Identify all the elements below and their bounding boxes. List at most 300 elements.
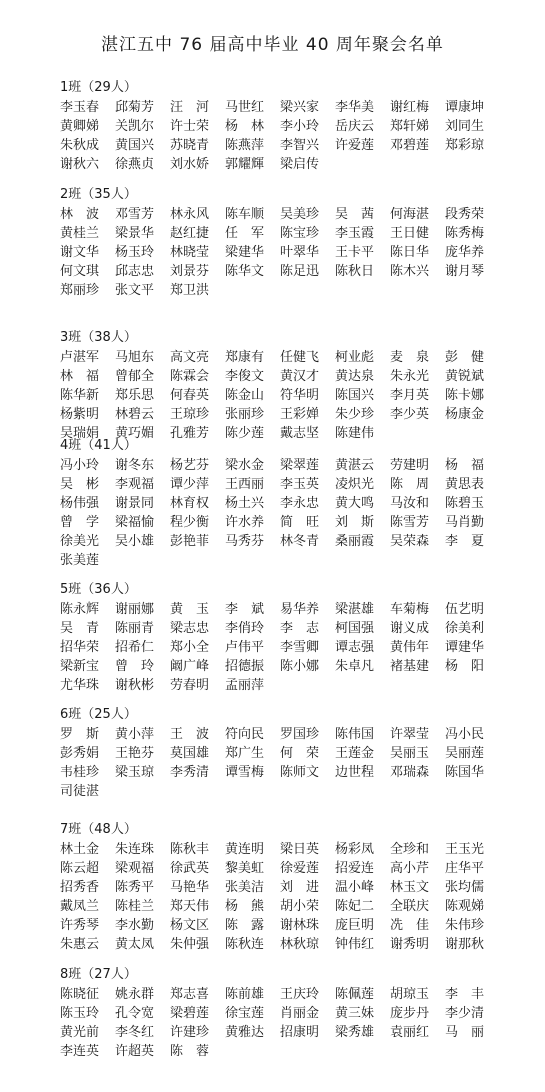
student-name: 凌炽光 [335,477,375,492]
student-name: 曾 学 [60,515,100,530]
student-name: 黄桂兰 [60,226,100,241]
student-name: 李 志 [280,621,320,636]
student-name: 袁丽红 [390,1025,430,1040]
name-grid [60,600,500,695]
student-name: 梁水金 [225,458,265,473]
student-name: 徐美利 [445,621,485,636]
student-name: 招希仁 [115,640,155,655]
student-name: 赵红捷 [170,226,210,241]
student-name: 陈霖会 [170,369,210,384]
student-name: 褚基建 [390,659,430,674]
student-name: 陈宝珍 [280,226,320,241]
student-name: 李连英 [60,1044,100,1059]
student-name: 梁兴家 [280,100,320,115]
student-name: 任 军 [225,226,265,241]
student-name: 麦 泉 [390,350,430,365]
student-name: 黄伟年 [390,640,430,655]
student-name: 戴凤兰 [60,899,100,914]
student-name: 杨 熊 [225,899,265,914]
student-name: 黄达泉 [335,369,375,384]
student-name: 刘 进 [280,880,320,895]
student-name: 招华荣 [60,640,100,655]
student-name: 马秀芬 [225,534,265,549]
student-name: 黄巧媚 [115,426,155,441]
student-name: 黄太凤 [115,937,155,952]
student-name: 谭康坤 [445,100,485,115]
student-name: 高文亮 [170,350,210,365]
student-name: 庞步丹 [390,1006,430,1021]
student-name: 王彩婵 [280,407,320,422]
student-name: 阚广峰 [170,659,210,674]
student-name: 叶翠华 [280,245,320,260]
student-name: 郑康有 [225,350,265,365]
student-name: 李月英 [390,388,430,403]
student-name: 郑丽珍 [60,283,100,298]
student-name: 伍艺明 [445,602,485,617]
class-header: 4班（41人） [60,438,137,453]
student-name: 朱连珠 [115,842,155,857]
name-grid [60,725,500,801]
student-name: 苏晓青 [170,138,210,153]
student-name: 岳庆云 [335,119,375,134]
student-name: 郑志喜 [170,987,210,1002]
student-name: 谢秀明 [390,937,430,952]
student-name: 许超英 [115,1044,155,1059]
student-name: 冯小玲 [60,458,100,473]
student-name: 陈 周 [390,477,430,492]
student-name: 李永忠 [280,496,320,511]
student-name: 全珍和 [390,842,430,857]
student-name: 徐武英 [170,861,210,876]
student-name: 陈妃二 [335,899,375,914]
student-name: 李智兴 [280,138,320,153]
student-name: 梁新宝 [60,659,100,674]
name-grid [60,985,500,1061]
student-name: 马世红 [225,100,265,115]
student-name: 杨紫明 [60,407,100,422]
student-name: 许秀琴 [60,918,100,933]
student-name: 郑广生 [225,746,265,761]
student-name: 黄锐斌 [445,369,485,384]
student-name: 梁翠莲 [280,458,320,473]
student-name: 姚永群 [115,987,155,1002]
student-name: 谢月琴 [445,264,485,279]
student-name: 陈师文 [280,765,320,780]
student-name: 卢湛军 [60,350,100,365]
student-name: 黄三妹 [335,1006,375,1021]
student-name: 陈华新 [60,388,100,403]
student-name: 任健飞 [280,350,320,365]
student-name: 招康明 [280,1025,320,1040]
class-section [60,705,500,801]
class-section [60,328,500,443]
student-name: 张均儒 [445,880,485,895]
student-name: 李观福 [115,477,155,492]
student-name: 林育权 [170,496,210,511]
student-name: 吴丽玉 [390,746,430,761]
student-name: 彭艳菲 [170,534,210,549]
student-name: 王 波 [170,727,210,742]
student-name: 陈秀平 [115,880,155,895]
student-name: 陈秀梅 [445,226,485,241]
student-name: 冼 佳 [390,918,430,933]
student-name: 王庆玲 [280,987,320,1002]
student-name: 朱惠云 [60,937,100,952]
student-name: 陈华文 [225,264,265,279]
student-name: 陈燕萍 [225,138,265,153]
student-name: 陈 露 [225,918,265,933]
student-name: 李华美 [335,100,375,115]
class-header: 3班（38人） [60,330,137,345]
student-name: 陈观娣 [445,899,485,914]
student-name: 梁启传 [280,157,320,172]
student-name: 韦桂珍 [60,765,100,780]
student-name: 谢文华 [60,245,100,260]
name-grid [60,456,500,570]
student-name: 王日健 [390,226,430,241]
student-name: 谭志强 [335,640,375,655]
student-name: 谢义成 [390,621,430,636]
student-name: 杨土兴 [225,496,265,511]
student-name: 杨文区 [170,918,210,933]
student-name: 刘同生 [445,119,485,134]
student-name: 谢丽娜 [115,602,155,617]
student-name: 陈伟国 [335,727,375,742]
class-section [60,580,500,695]
student-name: 李俏玲 [225,621,265,636]
page-title: 湛江五中 76 届高中毕业 40 周年聚会名单 [101,35,444,55]
student-name: 陈佩莲 [335,987,375,1002]
student-name: 关凯尔 [115,119,155,134]
student-name: 许士荣 [170,119,210,134]
student-name: 李 斌 [225,602,265,617]
student-name: 陈云超 [60,861,100,876]
student-name: 汪 河 [170,100,210,115]
student-name: 边世程 [335,765,375,780]
student-name: 马汝和 [390,496,430,511]
student-name: 罗国珍 [280,727,320,742]
student-name: 杨彩凤 [335,842,375,857]
student-name: 黄光前 [60,1025,100,1040]
student-name: 黄雅达 [225,1025,265,1040]
student-name: 林玉文 [390,880,430,895]
student-name: 彭 健 [445,350,485,365]
student-name: 劳建明 [390,458,430,473]
student-name: 梁福愉 [115,515,155,530]
student-name: 林秋琼 [280,937,320,952]
student-name: 黄连明 [225,842,265,857]
student-name: 庞华养 [445,245,485,260]
student-name: 邓瑞森 [390,765,430,780]
student-name: 徐爱莲 [280,861,320,876]
student-name: 段秀荣 [445,207,485,222]
student-name: 王西丽 [225,477,265,492]
student-name: 温小峰 [335,880,375,895]
class-header: 2班（35人） [60,187,137,202]
student-name: 吴 彬 [60,477,100,492]
student-name: 徐燕贞 [115,157,155,172]
student-name: 吴荣森 [390,534,430,549]
student-name: 司徒湛 [60,784,100,799]
student-name: 张美莲 [60,553,100,568]
student-name: 庞巨明 [335,918,375,933]
student-name: 马旭东 [115,350,155,365]
student-name: 黄湛云 [335,458,375,473]
student-name: 张丽珍 [225,407,265,422]
class-header: 1班（29人） [60,80,137,95]
student-name: 李秀清 [170,765,210,780]
name-grid [60,205,500,300]
student-name: 胡琼玉 [390,987,430,1002]
student-name: 谭建华 [445,640,485,655]
student-name: 肖丽金 [280,1006,320,1021]
student-name: 李冬红 [115,1025,155,1040]
student-name: 陈秋丰 [170,842,210,857]
student-name: 陈丽青 [115,621,155,636]
student-name: 杨 林 [225,119,265,134]
student-name: 朱仲强 [170,937,210,952]
student-name: 陈国华 [445,765,485,780]
student-name: 陈日华 [390,245,430,260]
student-name: 陈玉玲 [60,1006,100,1021]
student-name: 陈前雄 [225,987,265,1002]
student-name: 陈桂兰 [115,899,155,914]
student-name: 符华明 [280,388,320,403]
student-name: 陈雪芳 [390,515,430,530]
name-grid [60,348,500,443]
student-name: 陈足迅 [280,264,320,279]
student-name: 桑丽霞 [335,534,375,549]
student-name: 谢景同 [115,496,155,511]
student-name: 王琼珍 [170,407,210,422]
student-name: 冯小民 [445,727,485,742]
student-name: 林 福 [60,369,100,384]
student-name: 车菊梅 [390,602,430,617]
student-name: 陈小娜 [280,659,320,674]
student-name: 柯业彪 [335,350,375,365]
class-header: 6班（25人） [60,707,137,722]
student-name: 黄汉才 [280,369,320,384]
student-name: 谭少萍 [170,477,210,492]
student-name: 梁景华 [115,226,155,241]
student-name: 罗 斯 [60,727,100,742]
student-name: 刘水娇 [170,157,210,172]
student-name: 戴志坚 [280,426,320,441]
student-name: 马艳华 [170,880,210,895]
student-name: 黄国兴 [115,138,155,153]
student-name: 杨 福 [445,458,485,473]
student-name: 孔雅芳 [170,426,210,441]
student-name: 李玉英 [280,477,320,492]
student-name: 尤华珠 [60,678,100,693]
student-name: 陈金山 [225,388,265,403]
student-name: 陈木兴 [390,264,430,279]
student-name: 许建珍 [170,1025,210,1040]
student-name: 何春英 [170,388,210,403]
student-name: 招爱连 [335,861,375,876]
student-name: 林冬青 [280,534,320,549]
student-name: 李 夏 [445,534,485,549]
student-name: 林碧云 [115,407,155,422]
student-name: 陈少莲 [225,426,265,441]
student-name: 黄思表 [445,477,485,492]
student-name: 林土金 [60,842,100,857]
student-name: 简 旺 [280,515,320,530]
class-header: 5班（36人） [60,582,137,597]
student-name: 陈 蓉 [170,1044,210,1059]
student-name: 李俊文 [225,369,265,384]
student-name: 朱伟珍 [445,918,485,933]
student-name: 梁碧莲 [170,1006,210,1021]
student-name: 李雪卿 [280,640,320,655]
student-name: 林 波 [60,207,100,222]
student-name: 陈国兴 [335,388,375,403]
student-name: 郭耀輝 [225,157,265,172]
student-name: 招秀香 [60,880,100,895]
student-name: 易华养 [280,602,320,617]
class-section [60,185,500,300]
student-name: 王莲金 [335,746,375,761]
student-name: 谢秋彬 [115,678,155,693]
student-name: 梁建华 [225,245,265,260]
student-name: 梁观福 [115,861,155,876]
class-section [60,965,500,1061]
student-name: 胡小荣 [280,899,320,914]
student-name: 徐美光 [60,534,100,549]
student-name: 黄大鸣 [335,496,375,511]
student-name: 郑卫洪 [170,283,210,298]
student-name: 吴小雄 [115,534,155,549]
student-name: 吴 茜 [335,207,375,222]
student-name: 梁志忠 [170,621,210,636]
student-name: 吴瑞娟 [60,426,100,441]
student-name: 招德振 [225,659,265,674]
student-name: 许爱莲 [335,138,375,153]
student-name: 陈建伟 [335,426,375,441]
student-name: 马肖勤 [445,515,485,530]
student-name: 陈车顺 [225,207,265,222]
student-name: 谢那秋 [445,937,485,952]
student-name: 陈永辉 [60,602,100,617]
student-name: 黄小萍 [115,727,155,742]
student-name: 陈晓征 [60,987,100,1002]
class-header: 8班（27人） [60,967,137,982]
student-name: 杨 阳 [445,659,485,674]
student-name: 李玉春 [60,100,100,115]
name-grid [60,98,500,174]
student-name: 钟伟红 [335,937,375,952]
student-name: 黄卿娣 [60,119,100,134]
student-name: 曾 玲 [115,659,155,674]
student-name: 何 荣 [280,746,320,761]
student-name: 彭秀娟 [60,746,100,761]
student-name: 谢冬东 [115,458,155,473]
student-name: 刘景芬 [170,264,210,279]
student-name: 何文琪 [60,264,100,279]
student-name: 吴 青 [60,621,100,636]
student-name: 林永风 [170,207,210,222]
student-name: 劳春明 [170,678,210,693]
student-name: 孟丽萍 [225,678,265,693]
student-name: 陈卡娜 [445,388,485,403]
student-name: 邱菊芳 [115,100,155,115]
student-name: 郑小全 [170,640,210,655]
student-name: 谢林珠 [280,918,320,933]
student-name: 谭雪梅 [225,765,265,780]
student-name: 马 丽 [445,1025,485,1040]
student-name: 刘 斯 [335,515,375,530]
student-name: 陈秋日 [335,264,375,279]
student-name: 林晓莹 [170,245,210,260]
student-name: 程少衡 [170,515,210,530]
student-name: 邓碧莲 [390,138,430,153]
student-name: 许水养 [225,515,265,530]
name-grid [60,840,500,954]
student-name: 莫国雄 [170,746,210,761]
student-name: 曾郁全 [115,369,155,384]
class-section [60,820,500,954]
student-name: 梁日英 [280,842,320,857]
student-name: 徐宝莲 [225,1006,265,1021]
student-name: 王玉光 [445,842,485,857]
student-name: 杨艺芬 [170,458,210,473]
student-name: 邱志忠 [115,264,155,279]
student-name: 郑彩琼 [445,138,485,153]
student-name: 李水勤 [115,918,155,933]
student-name: 梁玉琼 [115,765,155,780]
student-name: 梁秀雄 [335,1025,375,1040]
student-name: 吴丽莲 [445,746,485,761]
student-name: 朱少珍 [335,407,375,422]
student-name: 李小玲 [280,119,320,134]
student-name: 张美洁 [225,880,265,895]
student-name: 李玉霞 [335,226,375,241]
student-name: 陈秋连 [225,937,265,952]
student-name: 李少清 [445,1006,485,1021]
student-name: 郑轩娣 [390,119,430,134]
student-name: 孔令宽 [115,1006,155,1021]
student-name: 黎美虹 [225,861,265,876]
student-name: 王卡平 [335,245,375,260]
student-name: 李少英 [390,407,430,422]
student-name: 朱卓凡 [335,659,375,674]
student-name: 许翠莹 [390,727,430,742]
student-name: 何海湛 [390,207,430,222]
student-name: 高小芹 [390,861,430,876]
student-name: 梁湛雄 [335,602,375,617]
student-name: 杨玉玲 [115,245,155,260]
student-name: 郑天伟 [170,899,210,914]
student-name: 卢伟平 [225,640,265,655]
student-name: 杨康金 [445,407,485,422]
student-name: 朱永光 [390,369,430,384]
student-name: 符向民 [225,727,265,742]
class-section [60,78,500,174]
class-section [60,436,500,570]
student-name: 王艳芬 [115,746,155,761]
student-name: 黄 玉 [170,602,210,617]
student-name: 邓雪芳 [115,207,155,222]
student-name: 谢红梅 [390,100,430,115]
student-name: 庄华平 [445,861,485,876]
class-header: 7班（48人） [60,822,137,837]
student-name: 张文平 [115,283,155,298]
student-name: 李 丰 [445,987,485,1002]
student-name: 全联庆 [390,899,430,914]
student-name: 柯国强 [335,621,375,636]
student-name: 吴美珍 [280,207,320,222]
student-name: 陈碧玉 [445,496,485,511]
